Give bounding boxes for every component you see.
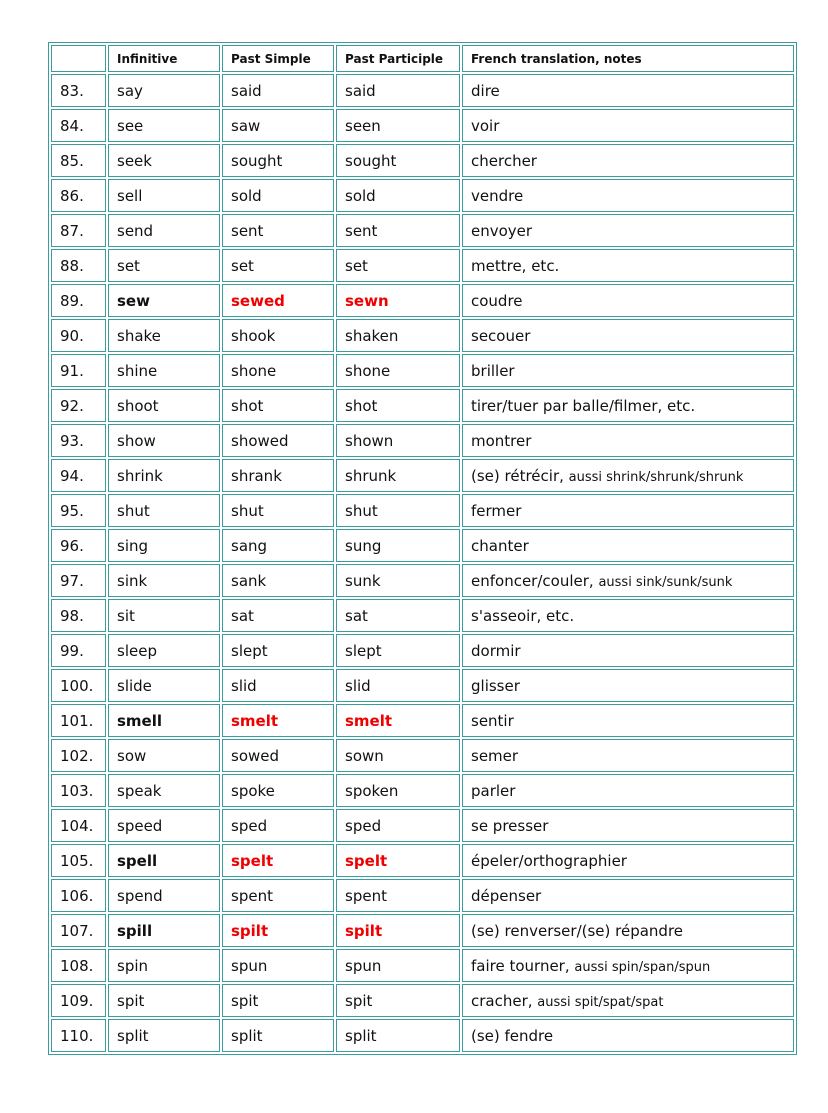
french-translation-cell: [462, 564, 794, 597]
translation-text: cracher,: [471, 991, 538, 1010]
row-number-cell: 99.: [51, 634, 106, 667]
infinitive-cell: slide: [108, 669, 220, 702]
row-number-cell: 86.: [51, 179, 106, 212]
past-simple-cell: spilt: [222, 914, 334, 947]
past-participle-cell: spun: [336, 949, 460, 982]
past-simple-cell: sowed: [222, 739, 334, 772]
french-translation-cell: [462, 319, 794, 352]
table-row: [51, 494, 794, 527]
header-french-translation: French translation, notes: [462, 45, 794, 72]
table-header-row: [51, 45, 794, 72]
past-participle-cell: sung: [336, 529, 460, 562]
translation-text: se presser: [471, 816, 549, 835]
row-number-cell: 101.: [51, 704, 106, 737]
past-simple-cell: shut: [222, 494, 334, 527]
infinitive-cell: sit: [108, 599, 220, 632]
translation-note: aussi shrink/shrunk/shrunk: [568, 469, 744, 485]
translation-text: mettre, etc.: [471, 256, 560, 275]
french-translation-cell: [462, 144, 794, 177]
page: [0, 42, 828, 1113]
past-simple-cell: sat: [222, 599, 334, 632]
french-translation-cell: [462, 984, 794, 1017]
row-number-cell: 108.: [51, 949, 106, 982]
translation-text: coudre: [471, 291, 523, 310]
table-row: [51, 249, 794, 282]
infinitive-cell: spell: [108, 844, 220, 877]
row-number-cell: 90.: [51, 319, 106, 352]
french-translation-cell: [462, 354, 794, 387]
translation-text: briller: [471, 361, 515, 380]
past-participle-cell: shaken: [336, 319, 460, 352]
past-participle-cell: sunk: [336, 564, 460, 597]
past-simple-cell: shot: [222, 389, 334, 422]
infinitive-cell: shine: [108, 354, 220, 387]
french-translation-cell: [462, 809, 794, 842]
past-simple-cell: sold: [222, 179, 334, 212]
past-participle-cell: slid: [336, 669, 460, 702]
past-participle-cell: spit: [336, 984, 460, 1017]
past-simple-cell: slept: [222, 634, 334, 667]
past-participle-cell: shone: [336, 354, 460, 387]
translation-text: semer: [471, 746, 519, 765]
translation-text: (se) rétrécir,: [471, 466, 569, 485]
infinitive-cell: sew: [108, 284, 220, 317]
row-number-cell: 110.: [51, 1019, 106, 1052]
past-participle-cell: sent: [336, 214, 460, 247]
french-translation-cell: [462, 634, 794, 667]
french-translation-cell: [462, 1019, 794, 1052]
past-participle-cell: sped: [336, 809, 460, 842]
table-row: [51, 1019, 794, 1052]
infinitive-cell: seek: [108, 144, 220, 177]
french-translation-cell: [462, 494, 794, 527]
french-translation-cell: [462, 669, 794, 702]
french-translation-cell: [462, 459, 794, 492]
row-number-cell: 97.: [51, 564, 106, 597]
table-row: [51, 704, 794, 737]
row-number-cell: 92.: [51, 389, 106, 422]
past-simple-cell: spent: [222, 879, 334, 912]
row-number-cell: 91.: [51, 354, 106, 387]
table-row: [51, 949, 794, 982]
translation-text: dépenser: [471, 886, 542, 905]
past-simple-cell: set: [222, 249, 334, 282]
infinitive-cell: split: [108, 1019, 220, 1052]
past-participle-cell: shut: [336, 494, 460, 527]
infinitive-cell: show: [108, 424, 220, 457]
translation-text: tirer/tuer par balle/filmer, etc.: [471, 396, 696, 415]
table-row: [51, 74, 794, 107]
table-row: [51, 809, 794, 842]
translation-text: faire tourner,: [471, 956, 575, 975]
past-participle-cell: set: [336, 249, 460, 282]
verb-table-body: [51, 74, 794, 1052]
french-translation-cell: [462, 529, 794, 562]
translation-text: (se) renverser/(se) répandre: [471, 921, 684, 940]
past-participle-cell: shrunk: [336, 459, 460, 492]
header-past-simple: Past Simple: [222, 45, 334, 72]
translation-note: aussi spin/span/spun: [574, 959, 711, 975]
translation-text: enfoncer/couler,: [471, 571, 599, 590]
infinitive-cell: shake: [108, 319, 220, 352]
table-row: [51, 634, 794, 667]
french-translation-cell: [462, 109, 794, 142]
french-translation-cell: [462, 179, 794, 212]
translation-text: parler: [471, 781, 516, 800]
translation-text: (se) fendre: [471, 1026, 554, 1045]
infinitive-cell: sow: [108, 739, 220, 772]
infinitive-cell: sink: [108, 564, 220, 597]
row-number-cell: 95.: [51, 494, 106, 527]
past-participle-cell: smelt: [336, 704, 460, 737]
table-row: [51, 774, 794, 807]
past-simple-cell: spelt: [222, 844, 334, 877]
past-simple-cell: slid: [222, 669, 334, 702]
past-simple-cell: sang: [222, 529, 334, 562]
past-participle-cell: seen: [336, 109, 460, 142]
row-number-cell: 85.: [51, 144, 106, 177]
header-number: [51, 45, 106, 72]
past-simple-cell: sewed: [222, 284, 334, 317]
past-participle-cell: spilt: [336, 914, 460, 947]
table-row: [51, 284, 794, 317]
table-row: [51, 564, 794, 597]
past-participle-cell: spoken: [336, 774, 460, 807]
table-row: [51, 214, 794, 247]
row-number-cell: 94.: [51, 459, 106, 492]
translation-text: chercher: [471, 151, 537, 170]
past-participle-cell: slept: [336, 634, 460, 667]
row-number-cell: 104.: [51, 809, 106, 842]
infinitive-cell: shrink: [108, 459, 220, 492]
table-row: [51, 984, 794, 1017]
table-row: [51, 599, 794, 632]
french-translation-cell: [462, 879, 794, 912]
table-row: [51, 529, 794, 562]
infinitive-cell: set: [108, 249, 220, 282]
infinitive-cell: speak: [108, 774, 220, 807]
row-number-cell: 98.: [51, 599, 106, 632]
past-participle-cell: sown: [336, 739, 460, 772]
header-infinitive: Infinitive: [108, 45, 220, 72]
french-translation-cell: [462, 599, 794, 632]
french-translation-cell: [462, 389, 794, 422]
translation-text: voir: [471, 116, 500, 135]
past-simple-cell: spun: [222, 949, 334, 982]
infinitive-cell: sing: [108, 529, 220, 562]
translation-note: aussi sink/sunk/sunk: [598, 574, 733, 590]
translation-text: montrer: [471, 431, 532, 450]
past-simple-cell: said: [222, 74, 334, 107]
french-translation-cell: [462, 74, 794, 107]
french-translation-cell: [462, 949, 794, 982]
row-number-cell: 89.: [51, 284, 106, 317]
translation-text: chanter: [471, 536, 529, 555]
infinitive-cell: smell: [108, 704, 220, 737]
translation-text: secouer: [471, 326, 531, 345]
infinitive-cell: spit: [108, 984, 220, 1017]
french-translation-cell: [462, 844, 794, 877]
translation-text: sentir: [471, 711, 514, 730]
translation-note: aussi spit/spat/spat: [537, 994, 664, 1010]
french-translation-cell: [462, 774, 794, 807]
table-row: [51, 844, 794, 877]
row-number-cell: 96.: [51, 529, 106, 562]
row-number-cell: 105.: [51, 844, 106, 877]
row-number-cell: 109.: [51, 984, 106, 1017]
past-participle-cell: shown: [336, 424, 460, 457]
translation-text: fermer: [471, 501, 522, 520]
header-past-participle: Past Participle: [336, 45, 460, 72]
table-row: [51, 109, 794, 142]
past-participle-cell: split: [336, 1019, 460, 1052]
table-row: [51, 739, 794, 772]
infinitive-cell: spend: [108, 879, 220, 912]
infinitive-cell: spill: [108, 914, 220, 947]
translation-text: glisser: [471, 676, 520, 695]
translation-text: vendre: [471, 186, 524, 205]
french-translation-cell: [462, 704, 794, 737]
row-number-cell: 83.: [51, 74, 106, 107]
table-row: [51, 914, 794, 947]
french-translation-cell: [462, 739, 794, 772]
infinitive-cell: see: [108, 109, 220, 142]
infinitive-cell: send: [108, 214, 220, 247]
past-simple-cell: shone: [222, 354, 334, 387]
past-simple-cell: spoke: [222, 774, 334, 807]
past-simple-cell: sank: [222, 564, 334, 597]
table-row: [51, 319, 794, 352]
past-participle-cell: sought: [336, 144, 460, 177]
past-participle-cell: said: [336, 74, 460, 107]
infinitive-cell: spin: [108, 949, 220, 982]
translation-text: dire: [471, 81, 500, 100]
past-participle-cell: spent: [336, 879, 460, 912]
table-row: [51, 354, 794, 387]
french-translation-cell: [462, 914, 794, 947]
french-translation-cell: [462, 284, 794, 317]
past-simple-cell: shrank: [222, 459, 334, 492]
translation-text: s'asseoir, etc.: [471, 606, 575, 625]
past-simple-cell: sent: [222, 214, 334, 247]
row-number-cell: 84.: [51, 109, 106, 142]
table-row: [51, 669, 794, 702]
infinitive-cell: speed: [108, 809, 220, 842]
infinitive-cell: sell: [108, 179, 220, 212]
table-row: [51, 144, 794, 177]
past-simple-cell: saw: [222, 109, 334, 142]
past-simple-cell: smelt: [222, 704, 334, 737]
row-number-cell: 88.: [51, 249, 106, 282]
row-number-cell: 102.: [51, 739, 106, 772]
past-participle-cell: spelt: [336, 844, 460, 877]
row-number-cell: 106.: [51, 879, 106, 912]
infinitive-cell: shut: [108, 494, 220, 527]
past-participle-cell: sat: [336, 599, 460, 632]
row-number-cell: 107.: [51, 914, 106, 947]
row-number-cell: 100.: [51, 669, 106, 702]
past-simple-cell: showed: [222, 424, 334, 457]
infinitive-cell: sleep: [108, 634, 220, 667]
irregular-verbs-table: [48, 42, 797, 1055]
past-participle-cell: sold: [336, 179, 460, 212]
table-row: [51, 879, 794, 912]
past-participle-cell: shot: [336, 389, 460, 422]
infinitive-cell: shoot: [108, 389, 220, 422]
french-translation-cell: [462, 424, 794, 457]
past-simple-cell: split: [222, 1019, 334, 1052]
translation-text: épeler/orthographier: [471, 851, 627, 870]
past-simple-cell: sought: [222, 144, 334, 177]
infinitive-cell: say: [108, 74, 220, 107]
translation-text: dormir: [471, 641, 521, 660]
past-simple-cell: spit: [222, 984, 334, 1017]
row-number-cell: 93.: [51, 424, 106, 457]
past-simple-cell: shook: [222, 319, 334, 352]
past-simple-cell: sped: [222, 809, 334, 842]
table-row: [51, 389, 794, 422]
french-translation-cell: [462, 249, 794, 282]
translation-text: envoyer: [471, 221, 533, 240]
table-row: [51, 459, 794, 492]
row-number-cell: 103.: [51, 774, 106, 807]
french-translation-cell: [462, 214, 794, 247]
past-participle-cell: sewn: [336, 284, 460, 317]
row-number-cell: 87.: [51, 214, 106, 247]
table-row: [51, 179, 794, 212]
table-row: [51, 424, 794, 457]
